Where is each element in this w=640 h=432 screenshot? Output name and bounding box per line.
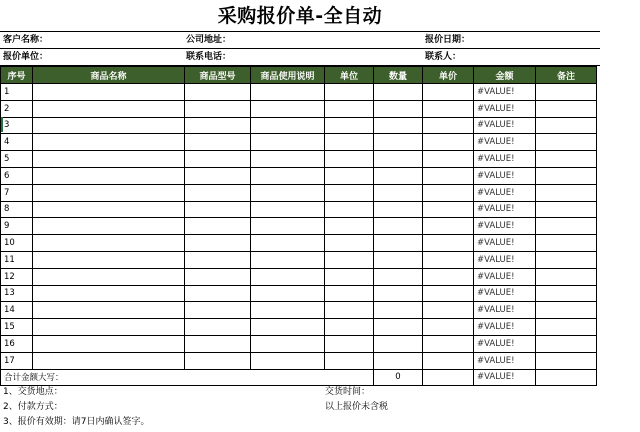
row-number[interactable]: 14: [1, 302, 33, 319]
remark-cell[interactable]: [536, 84, 597, 101]
delivery-place-label[interactable]: 1、交货地点：: [3, 387, 63, 397]
table-header-row: [1, 67, 597, 84]
quantity-cell[interactable]: [374, 134, 423, 151]
usage-cell[interactable]: [251, 319, 325, 336]
total-quantity[interactable]: 0: [374, 369, 423, 386]
row-number[interactable]: 7: [1, 184, 33, 201]
price-cell[interactable]: [423, 352, 474, 369]
header-unit[interactable]: 单位: [325, 67, 374, 84]
model-cell[interactable]: [185, 151, 251, 168]
table-row: [1, 117, 597, 134]
table-row: [1, 335, 597, 352]
quantity-cell[interactable]: [374, 335, 423, 352]
quantity-cell[interactable]: [374, 302, 423, 319]
price-cell[interactable]: [423, 285, 474, 302]
table-row: [1, 319, 597, 336]
usage-cell[interactable]: [251, 235, 325, 252]
row-number[interactable]: 4: [1, 134, 33, 151]
model-cell[interactable]: [185, 84, 251, 101]
usage-cell[interactable]: [251, 201, 325, 218]
product-name-cell[interactable]: [33, 100, 185, 117]
row-number[interactable]: 15: [1, 319, 33, 336]
quantity-cell[interactable]: [374, 100, 423, 117]
usage-cell[interactable]: [251, 251, 325, 268]
unit-cell[interactable]: [325, 268, 374, 285]
amount-cell[interactable]: #VALUE!: [474, 319, 536, 336]
usage-cell[interactable]: [251, 167, 325, 184]
amount-cell[interactable]: #VALUE!: [474, 251, 536, 268]
product-name-cell[interactable]: [33, 335, 185, 352]
amount-cell[interactable]: #VALUE!: [474, 302, 536, 319]
model-cell[interactable]: [185, 235, 251, 252]
quantity-cell[interactable]: [374, 268, 423, 285]
price-cell[interactable]: [423, 184, 474, 201]
total-remark-cell[interactable]: [536, 369, 597, 386]
amount-cell[interactable]: #VALUE!: [474, 134, 536, 151]
amount-cell[interactable]: #VALUE!: [474, 352, 536, 369]
model-cell[interactable]: [185, 251, 251, 268]
row-number[interactable]: 6: [1, 167, 33, 184]
quotation-table: [0, 66, 597, 386]
table-row: [1, 218, 597, 235]
quote-unit-label[interactable]: 报价单位：: [3, 52, 49, 62]
model-cell[interactable]: [185, 167, 251, 184]
info-row-1: [0, 32, 600, 49]
quantity-cell[interactable]: [374, 201, 423, 218]
row-number[interactable]: 8: [1, 201, 33, 218]
table-row: [1, 235, 597, 252]
usage-cell[interactable]: [251, 268, 325, 285]
model-cell[interactable]: [185, 134, 251, 151]
amount-cell[interactable]: #VALUE!: [474, 167, 536, 184]
header-product-name[interactable]: 商品名称: [33, 67, 185, 84]
remark-cell[interactable]: [536, 335, 597, 352]
usage-cell[interactable]: [251, 184, 325, 201]
usage-cell[interactable]: [251, 151, 325, 168]
remark-cell[interactable]: [536, 319, 597, 336]
model-cell[interactable]: [185, 184, 251, 201]
contact-person-label[interactable]: 联系人：: [425, 52, 462, 62]
quantity-cell[interactable]: [374, 218, 423, 235]
payment-method-label[interactable]: 2、付款方式：: [3, 402, 63, 412]
info-row-2: [0, 49, 600, 66]
unit-cell[interactable]: [325, 201, 374, 218]
usage-cell[interactable]: [251, 218, 325, 235]
model-cell[interactable]: [185, 117, 251, 134]
model-cell[interactable]: [185, 335, 251, 352]
unit-cell[interactable]: [325, 302, 374, 319]
table-row: [1, 201, 597, 218]
unit-cell[interactable]: [325, 251, 374, 268]
total-amount[interactable]: #VALUE!: [474, 369, 536, 386]
quantity-cell[interactable]: [374, 235, 423, 252]
row-number[interactable]: 12: [1, 268, 33, 285]
product-name-cell[interactable]: [33, 151, 185, 168]
remark-cell[interactable]: [536, 201, 597, 218]
table-row: [1, 268, 597, 285]
row-number[interactable]: 17: [1, 352, 33, 369]
usage-cell[interactable]: [251, 84, 325, 101]
validity-note[interactable]: 3、报价有效期：请7日内确认签字。: [3, 417, 150, 427]
usage-cell[interactable]: [251, 100, 325, 117]
quantity-cell[interactable]: [374, 117, 423, 134]
row-number[interactable]: 9: [1, 218, 33, 235]
product-name-cell[interactable]: [33, 235, 185, 252]
usage-cell[interactable]: [251, 134, 325, 151]
header-no[interactable]: 序号: [1, 67, 33, 84]
product-name-cell[interactable]: [33, 167, 185, 184]
table-row: [1, 100, 597, 117]
header-model[interactable]: 商品型号: [185, 67, 251, 84]
remark-cell[interactable]: [536, 117, 597, 134]
table-row: [1, 84, 597, 101]
unit-cell[interactable]: [325, 117, 374, 134]
table-row: [1, 184, 597, 201]
unit-cell[interactable]: [325, 151, 374, 168]
unit-cell[interactable]: [325, 352, 374, 369]
quote-date-label[interactable]: 报价日期：: [425, 35, 471, 45]
amount-cell[interactable]: #VALUE!: [474, 268, 536, 285]
quantity-cell[interactable]: [374, 319, 423, 336]
total-row: [1, 369, 597, 386]
price-cell[interactable]: [423, 201, 474, 218]
product-name-cell[interactable]: [33, 201, 185, 218]
usage-cell[interactable]: [251, 117, 325, 134]
product-name-cell[interactable]: [33, 352, 185, 369]
product-name-cell[interactable]: [33, 117, 185, 134]
product-name-cell[interactable]: [33, 184, 185, 201]
product-name-cell[interactable]: [33, 285, 185, 302]
price-cell[interactable]: [423, 151, 474, 168]
model-cell[interactable]: [185, 218, 251, 235]
price-cell[interactable]: [423, 134, 474, 151]
header-amount[interactable]: 金额: [474, 67, 536, 84]
remark-cell[interactable]: [536, 100, 597, 117]
page-title: 采购报价单-全自动: [217, 5, 383, 27]
price-cell[interactable]: [423, 117, 474, 134]
remark-cell[interactable]: [536, 134, 597, 151]
model-cell[interactable]: [185, 201, 251, 218]
table-row: [1, 352, 597, 369]
model-cell[interactable]: [185, 319, 251, 336]
usage-cell[interactable]: [251, 335, 325, 352]
unit-cell[interactable]: [325, 218, 374, 235]
price-cell[interactable]: [423, 302, 474, 319]
table-row: [1, 285, 597, 302]
model-cell[interactable]: [185, 268, 251, 285]
price-cell[interactable]: [423, 167, 474, 184]
usage-cell[interactable]: [251, 352, 325, 369]
quantity-cell[interactable]: [374, 352, 423, 369]
unit-cell[interactable]: [325, 134, 374, 151]
table-row: [1, 134, 597, 151]
row-number[interactable]: 10: [1, 235, 33, 252]
unit-cell[interactable]: [325, 184, 374, 201]
price-cell[interactable]: [423, 218, 474, 235]
unit-cell[interactable]: [325, 285, 374, 302]
product-name-cell[interactable]: [33, 302, 185, 319]
usage-cell[interactable]: [251, 285, 325, 302]
product-name-cell[interactable]: [33, 319, 185, 336]
product-name-cell[interactable]: [33, 251, 185, 268]
active-cell-indicator: [1, 117, 3, 132]
quantity-cell[interactable]: [374, 285, 423, 302]
product-name-cell[interactable]: [33, 84, 185, 101]
quantity-cell[interactable]: [374, 251, 423, 268]
row-number[interactable]: 1: [1, 84, 33, 101]
remark-cell[interactable]: [536, 167, 597, 184]
table-row: [1, 151, 597, 168]
product-name-cell[interactable]: [33, 134, 185, 151]
model-cell[interactable]: [185, 302, 251, 319]
unit-cell[interactable]: [325, 335, 374, 352]
remark-cell[interactable]: [536, 285, 597, 302]
header-remark[interactable]: 备注: [536, 67, 597, 84]
remark-cell[interactable]: [536, 251, 597, 268]
header-price[interactable]: 单价: [423, 67, 474, 84]
remark-cell[interactable]: [536, 184, 597, 201]
amount-cell[interactable]: #VALUE!: [474, 285, 536, 302]
model-cell[interactable]: [185, 285, 251, 302]
row-number[interactable]: 2: [1, 100, 33, 117]
quantity-cell[interactable]: [374, 184, 423, 201]
remark-cell[interactable]: [536, 268, 597, 285]
contact-phone-label[interactable]: 联系电话：: [186, 52, 232, 62]
quantity-cell[interactable]: [374, 84, 423, 101]
table-row: [1, 251, 597, 268]
total-price-cell[interactable]: [423, 369, 474, 386]
usage-cell[interactable]: [251, 302, 325, 319]
amount-cell[interactable]: #VALUE!: [474, 117, 536, 134]
model-cell[interactable]: [185, 352, 251, 369]
amount-cell[interactable]: #VALUE!: [474, 184, 536, 201]
header-usage[interactable]: 商品使用说明: [251, 67, 325, 84]
quantity-cell[interactable]: [374, 167, 423, 184]
product-name-cell[interactable]: [33, 218, 185, 235]
total-label[interactable]: 合计金额大写：: [1, 369, 374, 386]
amount-cell[interactable]: #VALUE!: [474, 235, 536, 252]
unit-cell[interactable]: [325, 100, 374, 117]
unit-cell[interactable]: [325, 319, 374, 336]
row-number[interactable]: 11: [1, 251, 33, 268]
unit-cell[interactable]: [325, 235, 374, 252]
price-cell[interactable]: [423, 235, 474, 252]
delivery-time-label[interactable]: 交货时间：: [325, 387, 371, 397]
price-cell[interactable]: [423, 335, 474, 352]
amount-cell[interactable]: #VALUE!: [474, 201, 536, 218]
table-row: [1, 302, 597, 319]
price-cell[interactable]: [423, 84, 474, 101]
remark-cell[interactable]: [536, 235, 597, 252]
unit-cell[interactable]: [325, 167, 374, 184]
price-cell[interactable]: [423, 251, 474, 268]
model-cell[interactable]: [185, 100, 251, 117]
header-quantity[interactable]: 数量: [374, 67, 423, 84]
remark-cell[interactable]: [536, 302, 597, 319]
tax-note[interactable]: 以上报价未含税: [325, 402, 389, 412]
table-row: [1, 167, 597, 184]
product-name-cell[interactable]: [33, 268, 185, 285]
amount-cell[interactable]: #VALUE!: [474, 151, 536, 168]
row-number[interactable]: 16: [1, 335, 33, 352]
row-number[interactable]: 13: [1, 285, 33, 302]
amount-cell[interactable]: #VALUE!: [474, 100, 536, 117]
remark-cell[interactable]: [536, 218, 597, 235]
amount-cell[interactable]: #VALUE!: [474, 218, 536, 235]
remark-cell[interactable]: [536, 151, 597, 168]
price-cell[interactable]: [423, 100, 474, 117]
quantity-cell[interactable]: [374, 151, 423, 168]
company-address-label[interactable]: 公司地址：: [186, 35, 232, 45]
remark-cell[interactable]: [536, 352, 597, 369]
price-cell[interactable]: [423, 268, 474, 285]
amount-cell[interactable]: #VALUE!: [474, 84, 536, 101]
row-number[interactable]: 5: [1, 151, 33, 168]
customer-name-label[interactable]: 客户名称：: [3, 35, 49, 45]
amount-cell[interactable]: #VALUE!: [474, 335, 536, 352]
row-number[interactable]: 3: [1, 117, 33, 134]
price-cell[interactable]: [423, 319, 474, 336]
unit-cell[interactable]: [325, 84, 374, 101]
